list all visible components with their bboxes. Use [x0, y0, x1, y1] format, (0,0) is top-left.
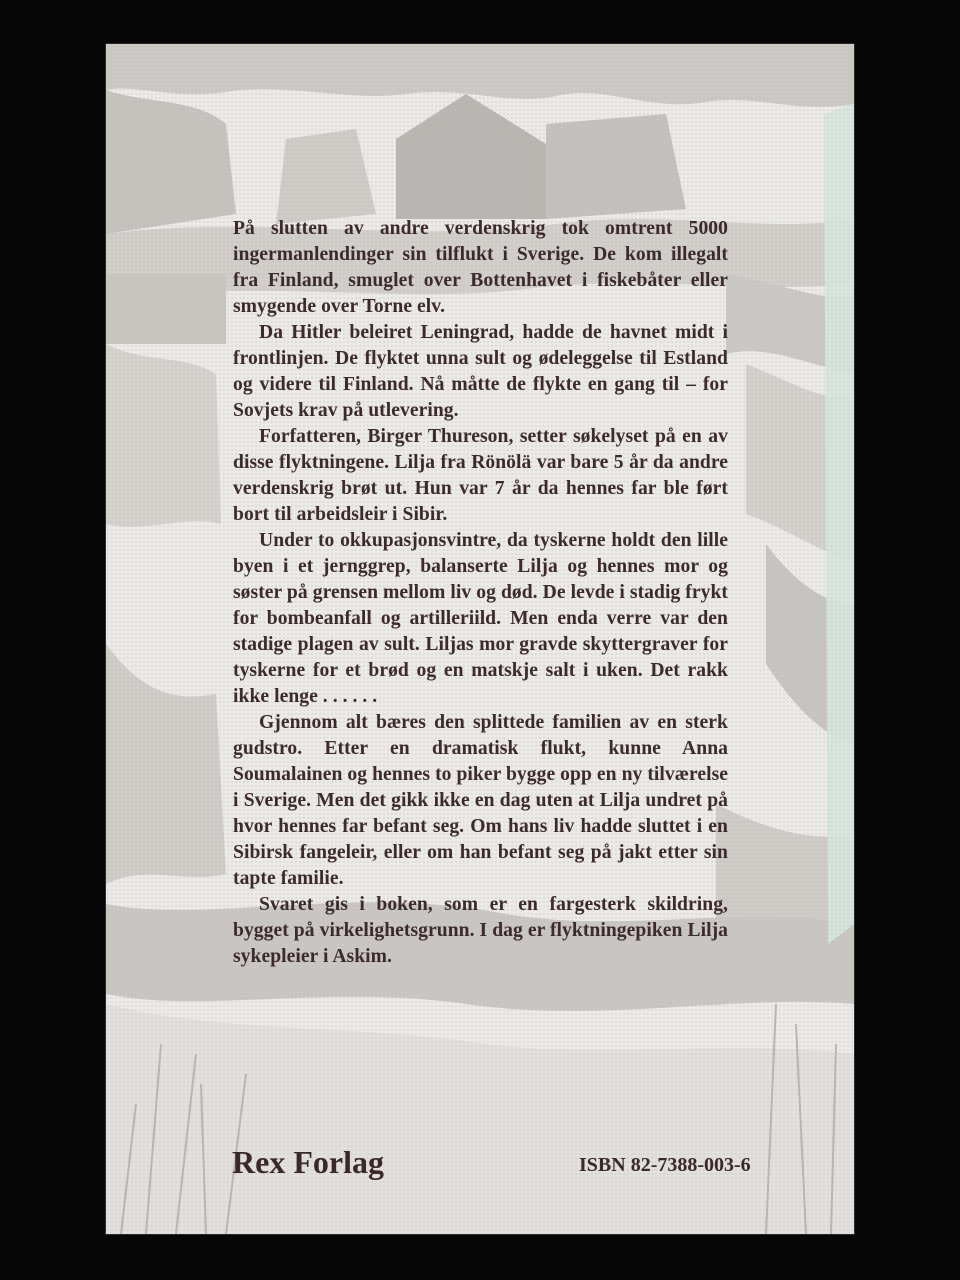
blurb-paragraph: Da Hitler beleiret Leningrad, hadde de havnet midt i frontlinjen. De flyktet unna sult og ødeleggelse til Estland og videre til Finland. Nå måtte de flykte en gang til – for Sovjets krav på utlevering.: [233, 322, 728, 421]
blurb-paragraph: Svaret gis i boken, som er en fargesterk skildring, bygget på virkelighetsgrunn. I dag er flyktningepiken Lilja sykepleier i Askim.: [233, 894, 728, 967]
blurb-text: [233, 216, 728, 970]
book-back-cover: [106, 44, 854, 1234]
blurb-paragraph: Under to okkupasjonsvintre, da tyskerne holdt den lille byen i et jernggrep, balanserte Lilja og hennes mor og søster på grensen mellom liv og død. De levde i stadig frykt for bombeanfall og artilleriild. Men enda verre var den stadige plagen av sult. Liljas mor gravde skyttergraver for tyskerne for et brød og en matskje salt i uken. Det rakk ikke lenge . . . . . .: [233, 530, 728, 707]
publisher-name: Rex Forlag: [232, 1144, 384, 1180]
blurb-paragraph: Forfatteren, Birger Thureson, setter søkelyset på en av disse flyktningene. Lilja fra Rönölä var bare 5 år da andre verdenskrig brøt ut. Hun var 7 år da hennes far ble ført bort til arbeidsleir i Sibir.: [233, 426, 728, 525]
blurb-paragraph: På slutten av andre verdenskrig tok omtrent 5000 ingermanlendinger sin tilflukt i Sverige. De kom illegalt fra Finland, smuglet over Bottenhavet i fiskebåter eller smygende over Torne elv.: [233, 218, 728, 317]
isbn-number: ISBN 82-7388-003-6: [579, 1154, 751, 1176]
blurb-paragraph: Gjennom alt bæres den splittede familien av en sterk gudstro. Etter en dramatisk flukt, kunne Anna Soumalainen og hennes to piker bygge opp en ny tilværelse i Sverige. Men det gikk ikke en dag uten at Lilja undret på hvor hennes far befant seg. Om hans liv hadde sluttet i en Sibirsk fangeleir, eller om han befant seg på jakt etter sin tapte familie.: [233, 712, 728, 889]
